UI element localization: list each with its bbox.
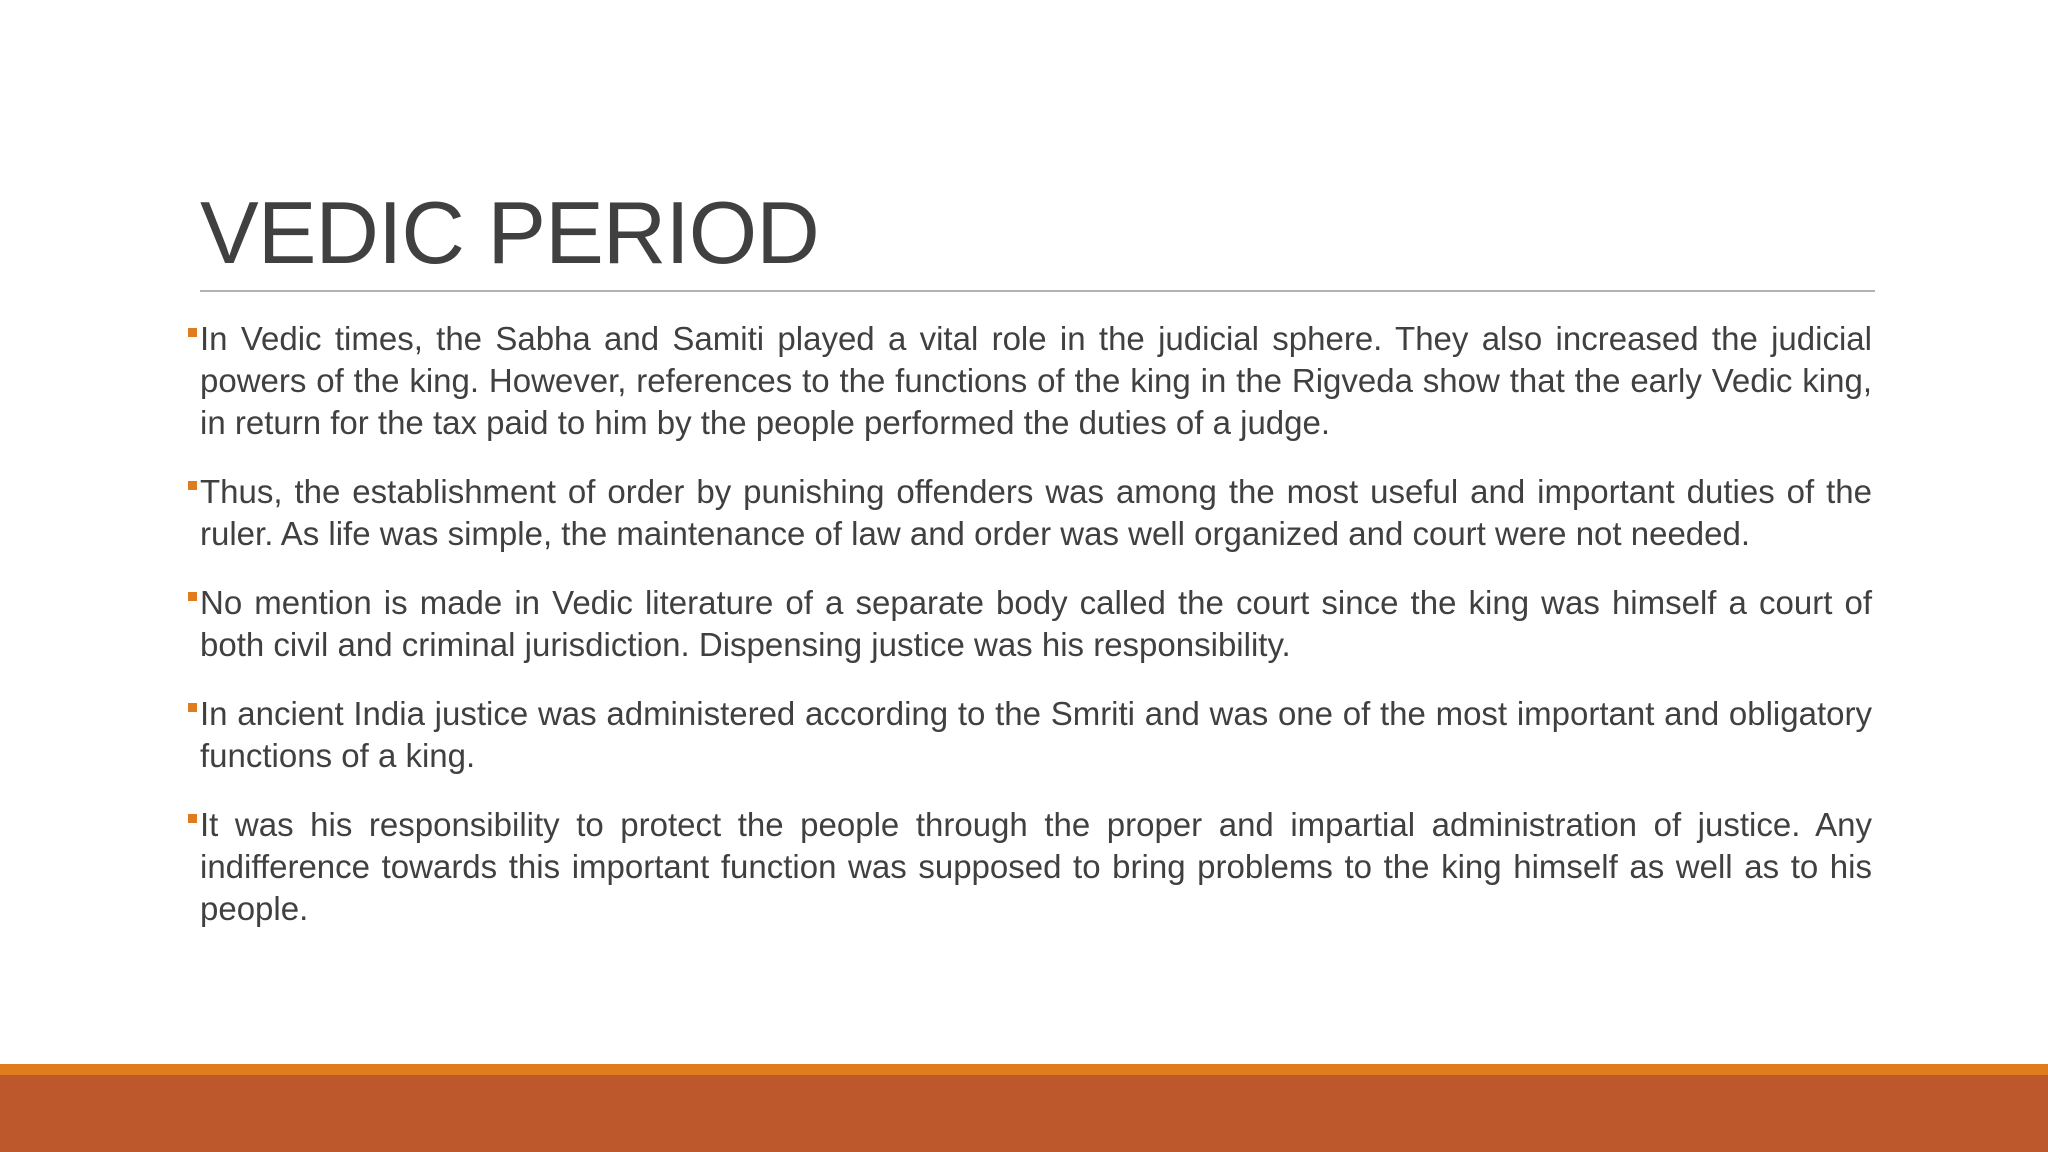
bullet-text: Thus, the establishment of order by punishing offenders was among the most useful and important duties of the ruler. As life was simple, the maintenance of law and order was well organized and court were not needed. xyxy=(200,473,1872,552)
square-bullet-icon xyxy=(188,814,197,823)
bullet-text: No mention is made in Vedic literature of a separate body called the court since the king was himself a court of both civil and criminal jurisdiction. Dispensing justice was his responsibility. xyxy=(200,584,1872,663)
bullet-text: In ancient India justice was administered according to the Smriti and was one of the most important and obligatory functions of a king. xyxy=(200,695,1872,774)
square-bullet-icon xyxy=(188,481,197,490)
bullet-text: It was his responsibility to protect the people through the proper and impartial administration of justice. Any indifference towards this important function was supposed to bring problems to the king himself as well as to his people. xyxy=(200,806,1872,927)
bullet-item xyxy=(200,318,1872,444)
square-bullet-icon xyxy=(188,328,197,337)
square-bullet-icon xyxy=(188,703,197,712)
slide-title: VEDIC PERIOD xyxy=(200,183,819,282)
bullet-list xyxy=(200,318,1872,957)
bullet-item xyxy=(200,804,1872,930)
bullet-item xyxy=(200,471,1872,555)
title-divider xyxy=(200,290,1875,292)
bullet-item xyxy=(200,582,1872,666)
bullet-text: In Vedic times, the Sabha and Samiti played a vital role in the judicial sphere. They also increased the judicial powers of the king. However, references to the functions of the king in the Rigveda show that the early Vedic king, in return for the tax paid to him by the people performed the duties of a judge. xyxy=(200,320,1872,441)
footer-accent-stripe xyxy=(0,1064,2048,1075)
square-bullet-icon xyxy=(188,592,197,601)
footer-band xyxy=(0,1075,2048,1152)
bullet-item xyxy=(200,693,1872,777)
